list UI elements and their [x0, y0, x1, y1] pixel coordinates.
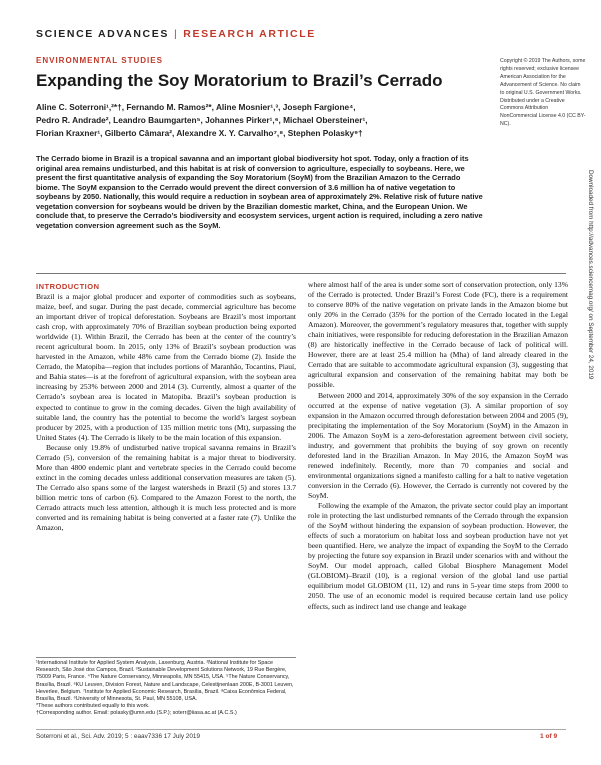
body-paragraph: Between 2000 and 2014, approximately 30% of the soy expansion in the Cerrado occurred at the expense of native vegetation (3). A similar proportion of soy expansion in the Amazon occurred through deforestation between 2004 and 2005 (9), precipitating the implementation of the Soy Moratorium (SoyM) in the Amazon in 2006. The Amazon SoyM is a zero-deforestation agreement between civil society, industry, and government that prohibits the buying of soy grown on recently deforested land in the Brazilian Amazon. In May 2016, the Amazon SoyM was renewed indefinitely. Recently, more than 70 companies and social and environmental organizations signed a manifesto calling for a halt to native vegetation conversion in the Cerrado (6). However, the Cerrado is currently not covered by the SoyM.: [308, 390, 568, 500]
copyright-notice: Copyright © 2019 The Authors, some rights reserved; exclusive licensee American Association for the Advancement of Science. No claim to original U.S. Government Works. Distributed under a Creative Commons Attribution NonCommercial License 4.0 (CC BY-NC).: [500, 58, 586, 128]
footer-divider: [36, 729, 566, 730]
body-paragraph: where almost half of the area is under some sort of conservation protection, only 13% of the Cerrado is protected. Under Brazil’s Forest Code (FC), there is a requirement to conserve 80% of the native vegetation on private lands in the Amazon biome but only 20% in the Cerrado (35% for the portion of the Cerrado located in the Legal Amazon). Moreover, the government’s regulatory measures that, together with supply chain initiatives, were responsible for reducing deforestation in the Brazilian Amazon (8) are historically ineffective in the Cerrado because of lack of political will. However, there are at least 25.4 million ha (Mha) of land already cleared in the Cerrado that are suitable to accommodate agricultural expansion (3), suggesting that agricultural expansion and conservation of the remaining habitat may both be possible.: [308, 280, 568, 390]
section-heading: INTRODUCTION: [36, 282, 100, 291]
divider: [36, 273, 566, 274]
equal-contribution-note: *These authors contributed equally to this work.: [36, 703, 150, 710]
footnote-divider: [36, 657, 296, 658]
body-column-right: [308, 280, 568, 738]
section-label: ENVIRONMENTAL STUDIES: [36, 56, 163, 65]
download-note: Downloaded from http://advances.sciencemag.org/ on September 24, 2019: [587, 170, 594, 380]
abstract: The Cerrado biome in Brazil is a tropical savanna and an important global biodiversity hot spot. Today, only a fraction of its original area remains undisturbed, and this habitat is at risk of conversion to agriculture, especially to soybeans. Here, we present the first quantitative analysis of expanding the Soy Moratorium (SoyM) from the Brazilian Amazon to the Cerrado biome. The SoyM expansion to the Cerrado would prevent the direct conversion of 3.6 million ha of native vegetation to soybeans by 2050. Nationally, this would require a reduction in soybean area of approximately 2%. Relative risk of future native vegetation conversion for soybeans would be driven by the Brazilian domestic market, China, and the European Union. We conclude that, to preserve the Cerrado’s biodiversity and ecosystem services, urgent action is required, including a zero native vegetation conversion agreement such as the SoyM.: [36, 154, 483, 230]
page-number: 1 of 9: [540, 733, 558, 740]
body-paragraph: Following the example of the Amazon, the private sector could play an important role in protecting the last undisturbed remnants of the Cerrado through the expansion of the SoyM without hindering the expansion of soybean production. However, the effects of such a moratorium on habitat loss and soybean production have not yet been quantified. Here, we analyze the impact of expanding the SoyM to the Cerrado by projecting the future soy expansion in Brazil under scenarios with and without the SoyM. Our model approach, called Global Biosphere Management Model (GLOBIOM)–Brazil (10), is a regional version of the global land use partial equilibrium model GLOBIOM (11, 12) and runs in 5-year time steps from 2000 to 2050. The use of an economic model is required because certain land use policy effects, such as indirect land use change and leakage: [308, 501, 568, 611]
corresponding-author-note: †Corresponding author. Email: polasky@umn.edu (S.P.); soterr@iiasa.ac.at (A.C.S.): [36, 710, 237, 717]
affiliations: ¹International Institute for Applied System Analysis, Laxenburg, Austria. ²National Institute for Space Research, São José dos Campos, Brazil. ³Sustainable Development Solutions Network, 19 Rue Bergère, 75009 Paris, France. ⁴The Nature Conservancy, Minneapolis, MN 55415, USA. ⁵The Nature Conservancy, Brasília, Brazil. ⁶KU Leuven, Division Forest, Nature and Landscape, Celestijnenlaan 200E, B-3001 Leuven, Heverlee, Belgium. ⁷Institute for Applied Economic Research, Brasília, Brazil. ⁸Caixa Econômica Federal, Brasília, Brazil. ⁹University of Minnesota, St. Paul, MN 55108, USA.: [36, 660, 294, 703]
author-line: Florian Kraxner¹, Gilberto Câmara², Alexandre X. Y. Carvalho⁷,⁸, Stephen Polasky⁹†: [36, 127, 363, 138]
header-separator: |: [173, 28, 179, 40]
body-paragraph: Brazil is a major global producer and exporter of commodities such as soybeans, maize, beef, and sugar. During the past decade, commercial agriculture has become an important driver of tropical deforestation. Soybeans are Brazil’s most important cash crop, with approximately 70% of Brazilian soybean production being exported worldwide (1). Within Brazil, the Cerrado has been at the center of the country’s recent agricultural boom. In 2015, only 13% of Brazil’s soybean production was harvested in the Amazon, while 48% came from the Cerrado biome (2). Inside the Cerrado, the Matopiba—region that includes portions of Maranhão, Tocantins, Piauí, and Bahia states—is at the forefront of agricultural expansion, with the soybean area increasing by 253% between 2000 and 2014 (3). Currently, almost a quarter of the Cerrado’s soybean area is located in Matopiba. Brazil’s soybean production is expected to continue to grow in the coming decades. Given the high availability of suitable land, the country has the potential to become the world’s largest soybean producer by 2025, with a production of 135 million metric tons (Mt), surpassing the United States (4). The Cerrado is likely to be the main location of this expansion.: [36, 292, 296, 442]
article-title: Expanding the Soy Moratorium to Brazil’s Cerrado: [36, 71, 443, 90]
journal-header: [36, 28, 316, 40]
journal-name: SCIENCE ADVANCES: [36, 28, 169, 40]
author-line: Pedro R. Andrade², Leandro Baumgarten⁵, Johannes Pirker¹,⁶, Michael Obersteiner¹,: [36, 114, 368, 125]
footnotes: [36, 660, 296, 718]
download-watermark: [583, 170, 597, 640]
body-column-left: [36, 292, 296, 654]
author-line: Aline C. Soterroni¹,²*†, Fernando M. Ramos²*, Aline Mosnier¹,³, Joseph Fargione⁴,: [36, 102, 356, 112]
body-paragraph: Because only 19.8% of undisturbed native tropical savanna remains in Brazil’s Cerrado (5), conversion of the remaining habitat is a major threat to biodiversity. More than 4800 endemic plant and vertebrate species in the Cerrado could become extinct in the coming decades unless additional conservation measures are taken (5). The Cerrado also spans some of the largest watersheds in Brazil (5) and stores 13.7 billion metric tons of carbon (6). Compared to the Amazon Forest to the north, the Cerrado attracts much less attention, although it is much less protected and is more converted and its remaining habitat is being converted at a faster rate (7). Unlike the Amazon,: [36, 442, 296, 533]
article-type: RESEARCH ARTICLE: [183, 28, 316, 40]
footer-citation: Soterroni et al., Sci. Adv. 2019; 5 : eaav7336 17 July 2019: [36, 733, 201, 740]
author-list: [36, 101, 476, 139]
